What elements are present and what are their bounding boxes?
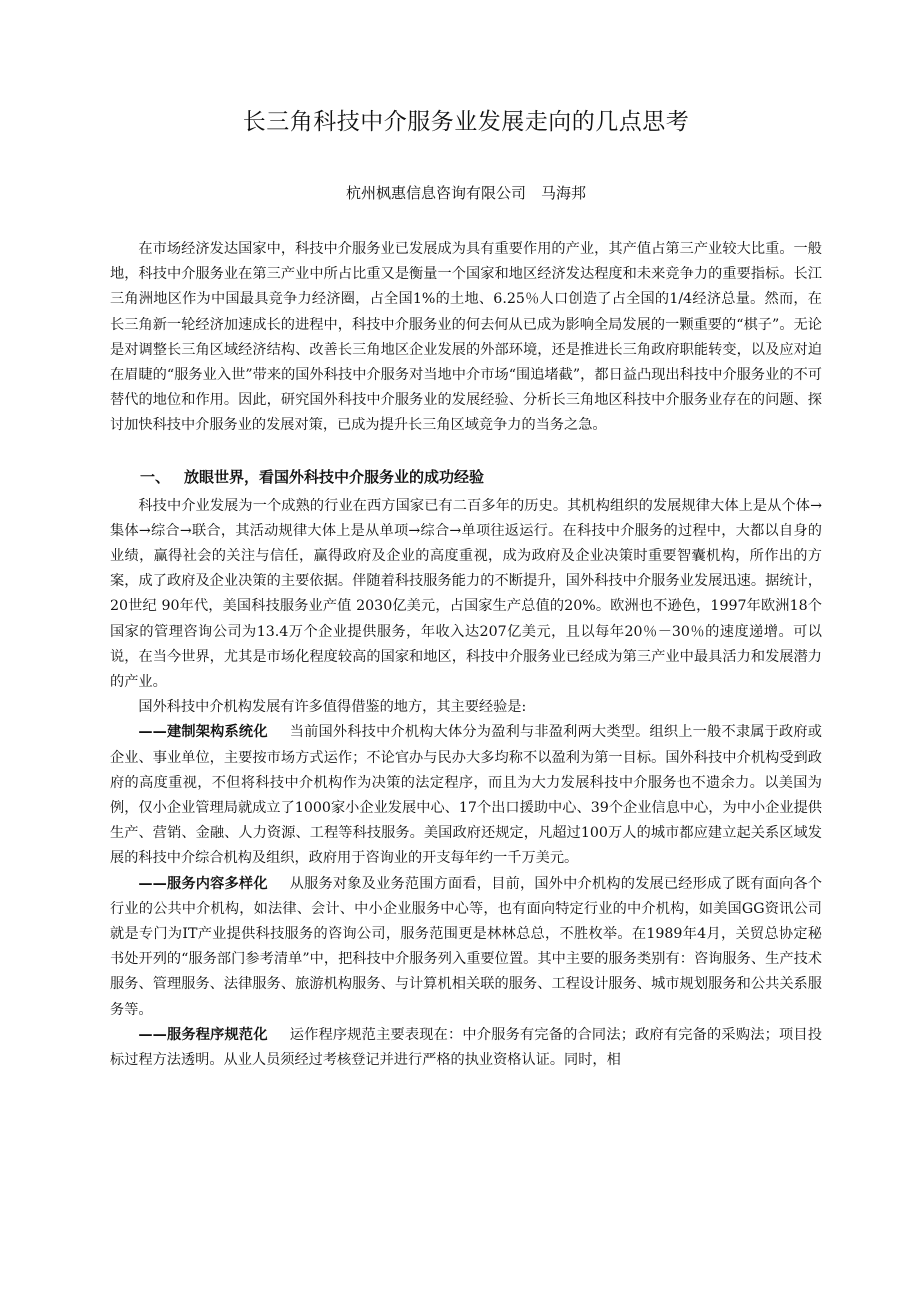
experience-item bbox=[110, 1023, 822, 1073]
section-heading-text: 放眼世界，看国外科技中介服务业的成功经验 bbox=[184, 467, 485, 486]
experience-item-text: 运作程序规范主要表现在：中介服务有完备的合同法；政府有完备的采购法；项目投标过程方法透明。从业人员须经过考核登记并进行严格的执业资格认证。同时，相 bbox=[110, 1026, 822, 1069]
section-heading bbox=[110, 464, 822, 490]
intro-paragraph: 在市场经济发达国家中，科技中介服务业已发展成为具有重要作用的产业，其产值占第三产业较大比重。一般地，科技中介服务业在第三产业中所占比重又是衡量一个国家和地区经济发达程度和未来竞争力的重要指标。长江三角洲地区作为中国最具竞争力经济圈，占全国1%的土地、6.25％人口创造了占全国的1/4经济总量。然而，在长三角新一轮经济加速成长的进程中，科技中介服务业的何去何从已成为影响全局发展的一颗重要的“棋子”。无论是对调整长三角区域经济结构、改善长三角地区企业发展的外部环境，还是推进长三角政府职能转变，以及应对迫在眉睫的“服务业入世”带来的国外科技中介服务对当地中介市场“围追堵截”，都日益凸现出科技中介服务业的不可替代的地位和作用。因此，研究国外科技中介服务业的发展经验、分析长三角地区科技中介服务业存在的问题、探讨加快科技中介服务业的发展对策，已成为提升长三角区域竞争力的当务之急。 bbox=[110, 241, 822, 434]
section-number: 一、 bbox=[140, 467, 171, 486]
body-paragraph: 国外科技中介机构发展有许多值得借鉴的地方，其主要经验是: bbox=[138, 699, 527, 716]
experience-item-lead: ——服务内容多样化 bbox=[138, 875, 268, 892]
experience-item bbox=[110, 720, 822, 871]
author-line: 杭州枫惠信息咨询有限公司 马海邦 bbox=[345, 184, 586, 202]
experience-item bbox=[110, 872, 822, 1023]
document-title: 长三角科技中介服务业发展走向的几点思考 bbox=[242, 109, 690, 135]
experience-item-lead: ——建制架构系统化 bbox=[138, 724, 268, 741]
experience-item-text: 当前国外科技中介机构大体分为盈利与非盈利两大类型。组织上一般不隶属于政府或企业、事业单位，主要按市场方式运作；不论官办与民办大多均称不以盈利为第一目标。国外科技中介机构受到政府的高度重视，不但将科技中介机构作为决策的法定程序，而且为大力发展科技中介服务也不遗余力。以美国为例，仅小企业管理局就成立了1000家小企业发展中心、17个出口援助中心、39个企业信息中心，为中小企业提供生产、营销、金融、人力资源、工程等科技服务。美国政府还规定，凡超过100万人的城市都应建立起关系区域发展的科技中介综合机构及组织，政府用于咨询业的开支每年约一千万美元。 bbox=[110, 724, 822, 867]
experience-item-text: 从服务对象及业务范围方面看，目前，国外中介机构的发展已经形成了既有面向各个行业的公共中介机构，如法律、会计、中小企业服务中心等，也有面向特定行业的中介机构，如美国GG资讯公司就是专门为IT产业提供科技服务的咨询公司，服务范围更是林林总总，不胜枚举。在1989年4月，关贸总协定秘书处开列的“服务部门参考清单”中，把科技中介服务列入重要位置。其中主要的服务类别有：咨询服务、生产技术服务、管理服务、法律服务、旅游机构服务、与计算机相关联的服务、工程设计服务、城市规划服务和公共关系服务等。 bbox=[110, 875, 822, 1018]
body-paragraph: 科技中介业发展为一个成熟的行业在西方国家已有二百多年的历史。其机构组织的发展规律大体上是从个体→集体→综合→联合，其活动规律大体上是从单项→综合→单项往返运行。在科技中介服务的过程中，大都以自身的业绩，赢得社会的关注与信任，赢得政府及企业的高度重视，成为政府及企业决策时重要智囊机构，所作出的方案，成了政府及企业决策的主要依据。伴随着科技服务能力的不断提升，国外科技中介服务业发展迅速。据统计，20世纪 90年代，美国科技服务业产值 2030亿美元，占国家生产总值的20%。欧洲也不逊色，1997年欧洲18个国家的管理咨询公司为13.4万个企业提供服务，年收入达207亿美元，且以每年20％－30％的速度递增。可以说，在当今世界，尤其是市场化程度较高的国家和地区，科技中介服务业已经成为第三产业中最具活力和发展潜力的产业。 bbox=[110, 497, 822, 691]
section-gap bbox=[110, 439, 822, 464]
experience-item-lead: ——服务程序规范化 bbox=[138, 1026, 268, 1043]
